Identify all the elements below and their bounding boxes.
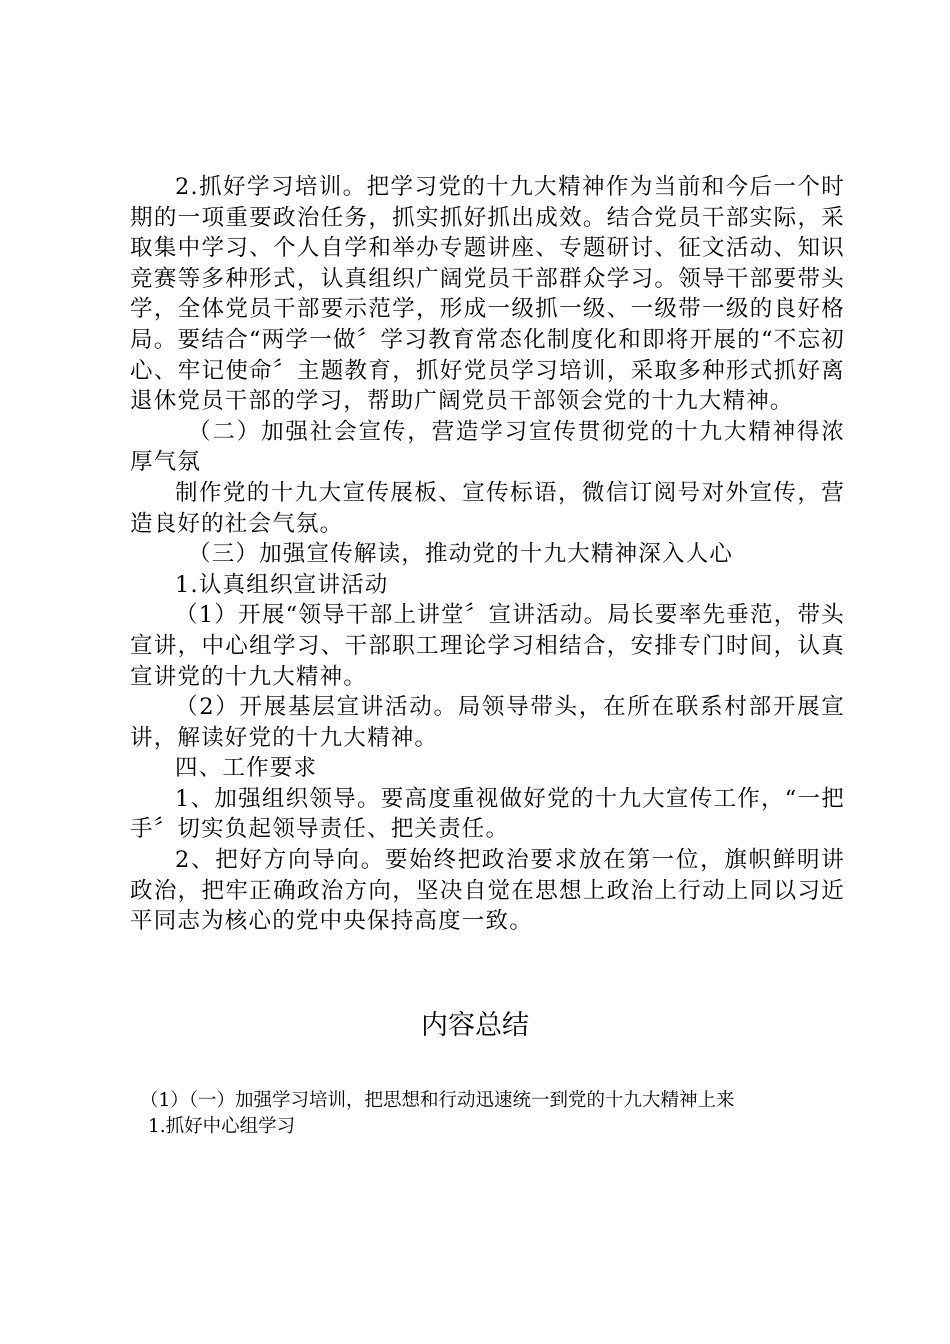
summary-title: 内容总结 [421, 1010, 529, 1041]
paragraph-grassroots-lecture: （2）开展基层宣讲活动。局领导带头，在所在联系村部开展宣讲，解读好党的十九大精神。 [130, 694, 845, 751]
paragraph-organization-leadership: 1、加强组织领导。要高度重视做好党的十九大宣传工作，“一把手〞切实负起领导责任、把关责任。 [130, 785, 845, 843]
summary-line: （1）（一）加强学习培训，把思想和行动迅速统一到党的十九大精神上来 [140, 1090, 735, 1111]
paragraph-direction-guidance: 2、把好方向导向。要始终把政治要求放在第一位，旗帜鲜明讲政治，把牢正确政治方向，坚决自觉在思想上政治上行动上同以习近平同志为核心的党中央保持高度一致。 [130, 847, 845, 935]
heading-publicity-interpretation: （三）加强宣传解读，推动党的十九大精神深入人心 [188, 541, 734, 568]
paragraph-publicity-boards: 制作党的十九大宣传展板、宣传标语，微信订阅号对外宣传，营造良好的社会气氛。 [130, 479, 845, 537]
heading-social-publicity: （二）加强社会宣传，营造学习宣传贯彻党的十九大精神得浓厚气氛 [130, 418, 845, 476]
heading-lecture-activities: 1.认真组织宣讲活动 [175, 571, 389, 598]
paragraph-leaders-lecture: （1）开展“领导干部上讲堂〞宣讲活动。局长要率先垂范，带头宣讲，中心组学习、干部职工理论学习相结合，安排专门时间，认真宣讲党的十九大精神。 [130, 602, 845, 690]
paragraph-study-training: 2.抓好学习培训。把学习党的十九大精神作为当前和今后一个时期的一项重要政治任务，抓实抓好抓出成效。结合党员干部实际，采取集中学习、个人自学和举办专题讲座、专题研讨、征文活动、知识竞赛等多种形式，认真组织广阔党员干部群众学习。领导干部要带头学，全体党员干部要示范学，形成一级抓一级、一级带一级的良好格局。要结合“两学一做〞学习教育常态化制度化和即将开展的“不忘初心、牢记使命〞主题教育，抓好党员学习培训，采取多种形式抓好离退休党员干部的学习，帮助广阔党员干部领会党的十九大精神。 [130, 174, 845, 415]
heading-work-requirements: 四、工作要求 [175, 755, 318, 782]
document-body [130, 172, 845, 937]
summary-section [140, 1088, 840, 1140]
summary-line: 1.抓好中心组学习 [148, 1116, 296, 1137]
